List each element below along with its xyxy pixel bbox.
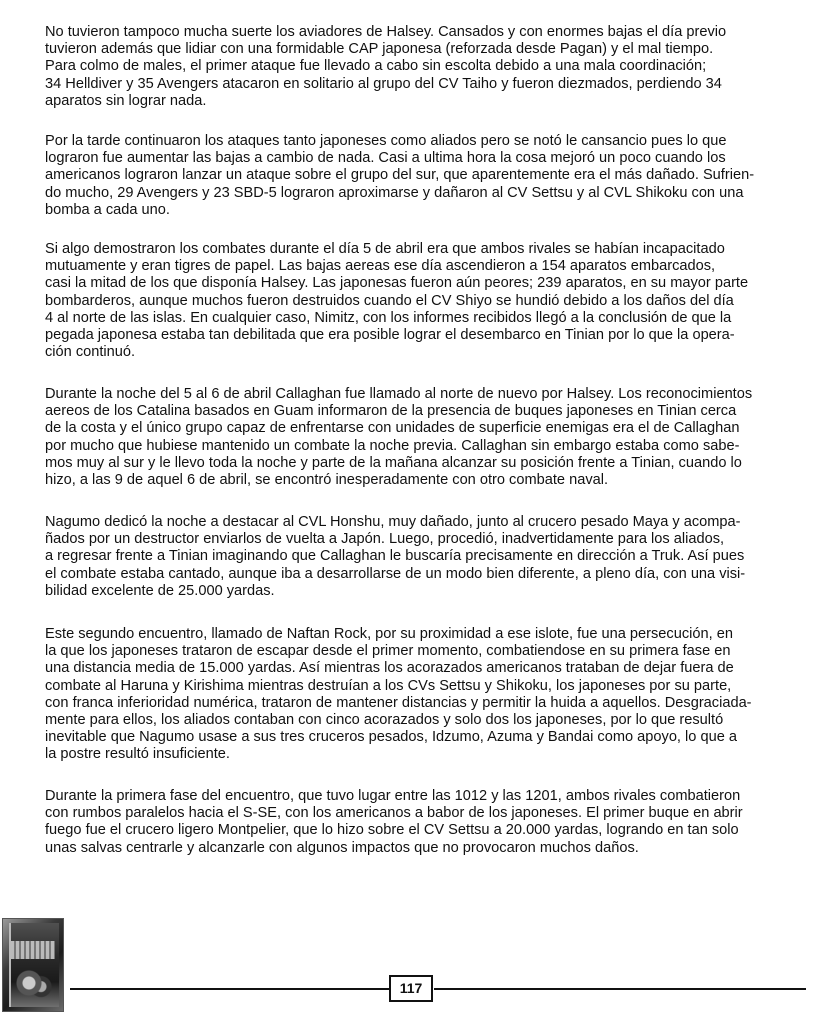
- text-line: hizo, a las 9 de aquel 6 de abril, se encontró inesperadamente con otro combate naval.: [45, 472, 609, 489]
- text-line: aparatos sin lograr nada.: [45, 92, 207, 109]
- paragraph-3: [45, 241, 785, 361]
- text-line: el combate estaba cantado, aunque iba a desarrollarse de un modo bien diferente, a pleno día, con una visi-: [45, 565, 746, 582]
- paragraph-4: [45, 386, 785, 489]
- text-line: mutuamente y eran tigres de papel. Las bajas aereas ese día ascendieron a 154 aparatos embarcados,: [45, 258, 716, 275]
- text-line: una distancia media de 15.000 yardas. Así mientras los acorazados americanos trataban de dejar fuera de: [45, 660, 734, 677]
- text-line: unas salvas centrarle y alcanzarle con algunos impactos que no provocaron muchos daños.: [45, 839, 639, 856]
- text-line: tuvieron además que lidiar con una formidable CAP japonesa (reforzada desde Pagan) y el mal tiempo.: [45, 41, 714, 58]
- text-line: Por la tarde continuaron los ataques tanto japoneses como aliados pero se notó le cansancio pues lo que: [45, 133, 727, 149]
- text-line: bilidad excelente de 25.000 yardas.: [45, 582, 275, 599]
- paragraph-6: [45, 626, 785, 764]
- text-line: do mucho, 29 Avengers y 23 SBD-5 lograron aproximarse y dañaron al CV Settsu y al CVL Shikoku con una: [45, 184, 744, 201]
- text-line: por mucho que hubiese mantenido un combate la noche previa. Callaghan sin embargo estaba como sabe-: [45, 437, 740, 454]
- text-line: 4 al norte de las islas. En cualquier caso, Nimitz, con los informes recibidos llegó a la conclusión de que la: [45, 309, 732, 326]
- footer-rule-right: [434, 988, 806, 990]
- text-line: fuego fue el crucero ligero Montpelier, que lo hizo sobre el CV Settsu a 20.000 yardas, logrando en tan solo: [45, 822, 739, 839]
- text-line: americanos lograron lanzar un ataque sobre el grupo del sur, que aparentemente era el más dañado. Sufrien-: [45, 167, 755, 184]
- text-line: aereos de los Catalina basados en Guam informaron de la presencia de buques japoneses en Tinian cerca: [45, 403, 737, 420]
- text-line: ción continuó.: [45, 344, 136, 361]
- text-line: Durante la noche del 5 al 6 de abril Callaghan fue llamado al norte de nuevo por Halsey. Los reconocimientos: [45, 386, 753, 402]
- game-box-cover-icon: [2, 918, 64, 1012]
- page-number: 117: [389, 975, 433, 1002]
- text-line: pegada japonesa estaba tan debilitada que era posible lograr el desembarco en Tinian por lo que la opera-: [45, 327, 735, 344]
- text-line: Durante la primera fase del encuentro, que tuvo lugar entre las 1012 y las 1201, ambos rivales combatieron: [45, 788, 741, 804]
- text-line: ñados por un destructor enviarlos de vuelta a Japón. Luego, procedió, inadvertidamente para los aliados,: [45, 531, 725, 548]
- paragraph-2: [45, 133, 785, 219]
- text-line: Nagumo dedicó la noche a destacar al CVL Honshu, muy dañado, junto al crucero pesado Maya y acompa-: [45, 514, 741, 530]
- text-line: bomba a cada uno.: [45, 201, 170, 218]
- text-line: a regresar frente a Tinian imaginando que Callaghan le buscaría precisamente en dirección a Truk. Así pues: [45, 548, 745, 565]
- text-line: Este segundo encuentro, llamado de Naftan Rock, por su proximidad a ese islote, fue una persecución, en: [45, 626, 733, 642]
- text-line: con rumbos paralelos hacia el S-SE, con los americanos a babor de los japoneses. El primer buque en abrir: [45, 805, 743, 822]
- box-title-band: [11, 941, 55, 959]
- text-line: con franca inferioridad numérica, trataron de mantener distancias y permitir la huida a aquellos. Desgraciada-: [45, 694, 752, 711]
- text-line: combate al Haruna y Kirishima mientras destruían a los CVs Settsu y Shikoku, los japoneses por su parte,: [45, 677, 732, 694]
- text-line: mos muy al sur y le llevo toda la noche y parte de la mañana alcanzar su posición frente a Tinian, cuando lo: [45, 454, 742, 471]
- paragraph-5: [45, 514, 785, 600]
- text-line: mente para ellos, los aliados contaban con cinco acorazados y solo dos los japoneses, por lo que resultó: [45, 712, 724, 729]
- text-line: la que los japoneses trataron de escapar desde el primer momento, combatiendose en su primera fase en: [45, 643, 731, 660]
- text-line: inevitable que Nagumo usase a sus tres cruceros pesados, Idzumo, Azuma y Bandai como apoyo, lo que a: [45, 729, 737, 746]
- paragraph-1: [45, 24, 785, 110]
- text-line: Si algo demostraron los combates durante el día 5 de abril era que ambos rivales se habían incapacitado: [45, 241, 725, 257]
- paragraph-7: [45, 788, 785, 857]
- text-line: 34 Helldiver y 35 Avengers atacaron en solitario al grupo del CV Taiho y fueron diezmados, perdiendo 34: [45, 75, 722, 92]
- box-artwork: [13, 965, 53, 1001]
- footer-rule-left: [70, 988, 390, 990]
- text-line: Para colmo de males, el primer ataque fue llevado a cabo sin escolta debido a una mala coordinación;: [45, 58, 707, 75]
- text-line: lograron fue aumentar las bajas a cambio de nada. Casi a ultima hora la cosa mejoró un poco cuando los: [45, 150, 726, 167]
- text-line: de la costa y el único grupo capaz de enfrentarse con unidades de superficie enemigas era el de Callaghan: [45, 420, 740, 437]
- text-line: casi la mitad de los que disponía Halsey. Las japonesas fueron aún peores; 239 aparatos, en su mayor parte: [45, 275, 749, 292]
- text-line: No tuvieron tampoco mucha suerte los aviadores de Halsey. Cansados y con enormes bajas el día previo: [45, 24, 727, 40]
- text-line: bombarderos, aunque muchos fueron destruidos cuando el CV Shiyo se hundió debido a los daños del día: [45, 292, 734, 309]
- text-line: la postre resultó insuficiente.: [45, 746, 230, 763]
